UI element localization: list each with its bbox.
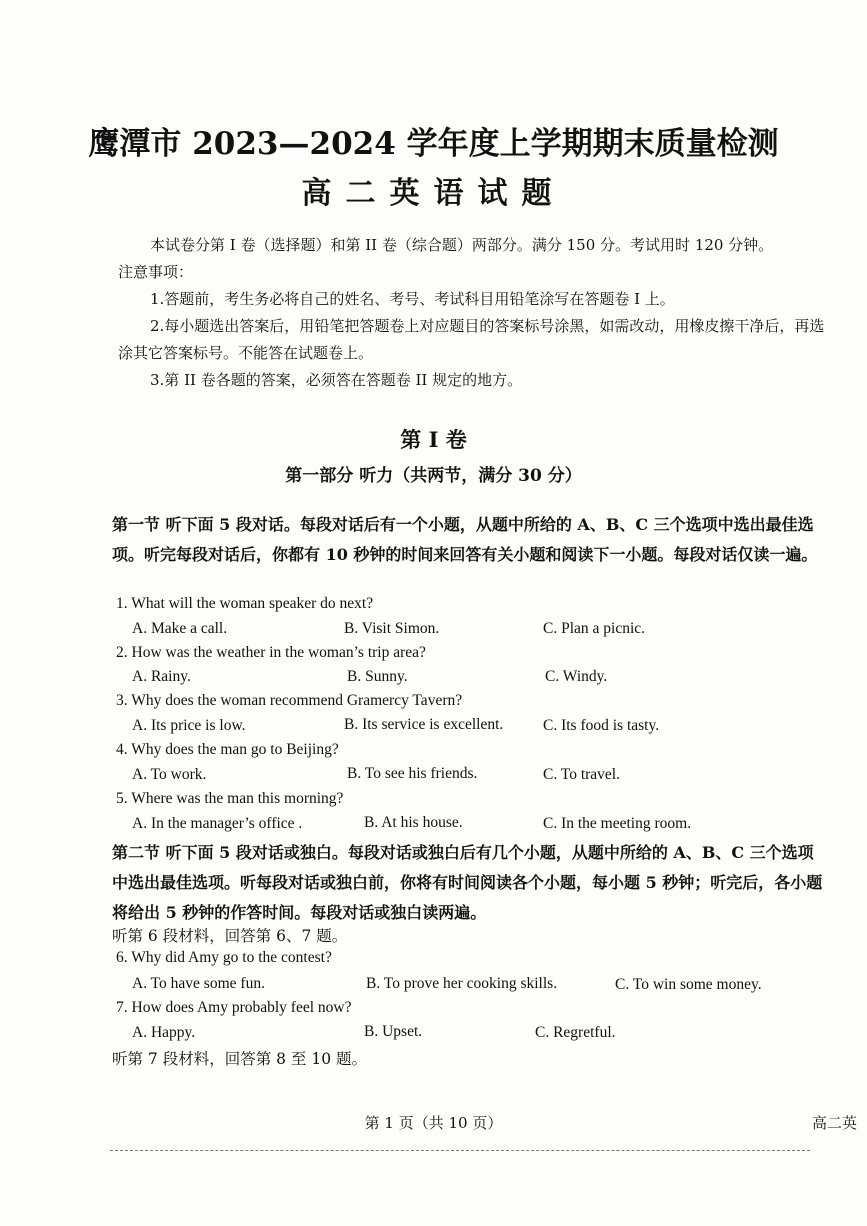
question-7: 7. How does Amy probably feel now? <box>116 999 352 1016</box>
exam-title: 鹰潭市 2023—2024 学年度上学期期末质量检测 <box>88 126 779 162</box>
q7-option-b: B. Upset. <box>364 1023 423 1040</box>
notice-item-1: 1.答题前，考生务必将自己的姓名、考号、考试科目用铅笔涂写在答题卷 I 上。 <box>150 290 675 308</box>
section1-instructions: 第一节 听下面 5 段对话。每段对话后有一个小题，从题中所给的 A、B、C 三个选项中选出最佳选项。听完每段对话后，你都有 10 秒钟的时间来回答有关小题和阅读下一小题。每段对话仅读一遍。 <box>112 515 818 564</box>
intro-block <box>118 232 833 394</box>
notice-item-3: 3.第 II 卷各题的答案，必须答在答题卷 II 规定的地方。 <box>150 371 523 389</box>
q1-option-c: C. Plan a picnic. <box>543 620 646 637</box>
section2-instructions: 第二节 听下面 5 段对话或独白。每段对话或独白后有几个小题，从题中所给的 A、B、C 三个选项中选出最佳选项。听每段对话或独白前，你将有时间阅读各个小题，每小题 5 秒钟；听完后，各小题将给出 5 秒钟的作答时间。每段对话或独白读两遍。 <box>112 843 823 922</box>
q3-option-a: A. Its price is low. <box>132 717 246 734</box>
q3-option-b: B. Its service is excellent. <box>344 716 504 733</box>
question-1: 1. What will the woman speaker do next? <box>116 595 374 612</box>
question-4: 4. Why does the man go to Beijing? <box>116 741 339 758</box>
q7-option-a: A. Happy. <box>132 1024 196 1041</box>
question-6: 6. Why did Amy go to the contest? <box>116 949 332 966</box>
footer-running-title: 高二英 <box>812 1114 858 1132</box>
q5-option-b: B. At his house. <box>364 814 463 831</box>
q4-option-c: C. To travel. <box>543 766 620 783</box>
question-2: 2. How was the weather in the woman’s trip area? <box>116 644 426 661</box>
material-7-note: 听第 7 段材料，回答第 8 至 10 题。 <box>112 1050 368 1068</box>
part-title: 第一部分 听力（共两节，满分 30 分） <box>285 466 582 486</box>
q2-option-a: A. Rainy. <box>132 668 191 685</box>
q7-option-c: C. Regretful. <box>535 1024 616 1041</box>
notice-item-2: 2.每小题选出答案后，用铅笔把答题卷上对应题目的答案标号涂黑，如需改动，用橡皮擦干净后，再选涂其它答案标号。不能答在试题卷上。 <box>118 317 825 362</box>
q6-option-a: A. To have some fun. <box>132 975 265 992</box>
q1-option-a: A. Make a call. <box>132 620 228 637</box>
q5-option-c: C. In the meeting room. <box>543 815 692 832</box>
q4-option-a: A. To work. <box>132 766 207 783</box>
intro-line: 本试卷分第 I 卷（选择题）和第 II 卷（综合题）两部分。满分 150 分。考试用时 120 分钟。 <box>150 236 774 254</box>
footer-divider <box>110 1150 810 1151</box>
q3-option-c: C. Its food is tasty. <box>543 717 660 734</box>
q2-option-c: C. Windy. <box>545 668 608 685</box>
q6-option-c: C. To win some money. <box>615 976 762 993</box>
q1-option-b: B. Visit Simon. <box>344 620 440 637</box>
q2-option-b: B. Sunny. <box>347 668 408 685</box>
exam-subtitle: 高二英语试题 <box>301 176 566 211</box>
q6-option-b: B. To prove her cooking skills. <box>366 975 558 992</box>
page-number: 第 1 页（共 10 页） <box>364 1114 503 1132</box>
question-3: 3. Why does the woman recommend Gramercy Tavern? <box>116 692 463 709</box>
material-6-note: 听第 6 段材料，回答第 6、7 题。 <box>112 927 348 945</box>
q5-option-a: A. In the manager’s office . <box>132 815 303 832</box>
notice-label: 注意事项： <box>118 263 194 281</box>
q4-option-b: B. To see his friends. <box>347 765 478 782</box>
volume-title: 第 I 卷 <box>400 427 467 452</box>
question-5: 5. Where was the man this morning? <box>116 790 344 807</box>
